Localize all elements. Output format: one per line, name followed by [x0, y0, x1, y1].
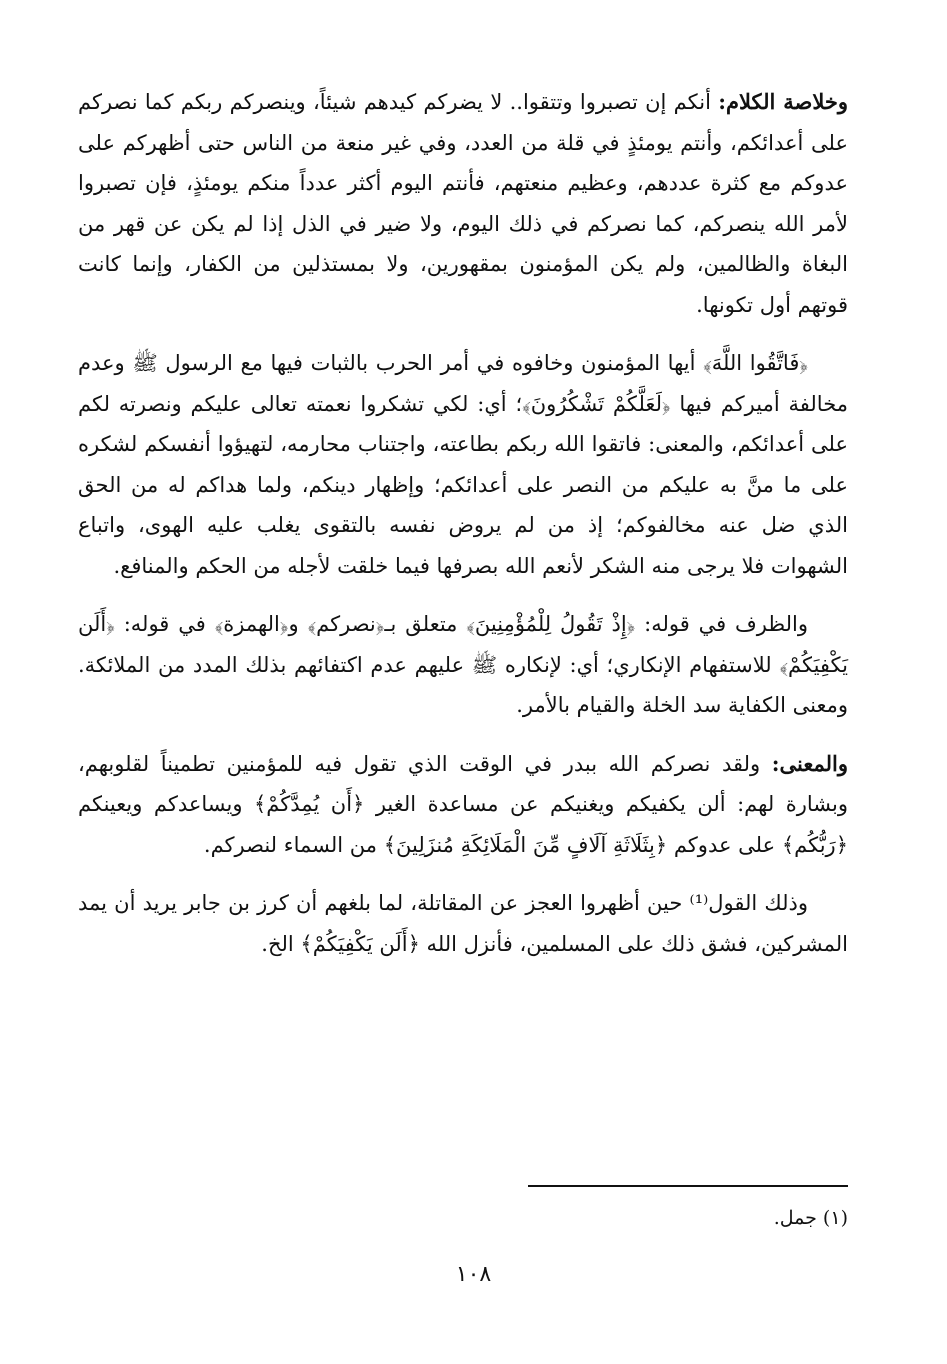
paragraph-adverb — [78, 604, 848, 726]
footnote: (١) جمل. — [773, 1207, 848, 1229]
paragraph-summary — [78, 82, 848, 325]
paragraph-lead-meaning: والمعنى: — [771, 750, 848, 776]
paragraph-meaning — [78, 744, 848, 866]
paragraph-text-meaning: ولقد نصركم الله ببدر في الوقت الذي تقول فيه للمؤمنين تطميناً لقلوبهم، وبشارة لهم: ألن يكفيكم ويغنيكم عن مساعدة الغير ﴿أَن يُمِدَّكُمْ﴾ ويساعدكم ويعينكم ﴿رَبُّكُم﴾ على عدوكم ﴿بِثَلَاثَةِ آلَافٍ مِّنَ الْمَلَائِكَةِ مُنزَلِينَ﴾ من السماء لنصركم. — [78, 751, 848, 857]
paragraph-text-summary: أنكم إن تصبروا وتتقوا.. لا يضركم كيدهم شيئاً، وينصركم ربكم كما نصركم على أعدائكم، وأنتم يومئذٍ في قلة من العدد، وفي غير منعة من الناس حتى أظهركم على عدوكم مع كثرة عددهم، وعظيم منعتهم، فأنتم اليوم أكثر عدداً منكم يومئذٍ، فإن تصبروا لأمر الله ينصركم، كما نصركم في ذلك اليوم، ولا ضير في الذل إذا لم يكن عن قهر من البغاة والظالمين، ولم يكن المؤمنون بمقهورين، ولا بمستذلين من الكفار، وإنما كانت قوتهم أول تكونها. — [78, 90, 848, 317]
paragraph-text-adverb: والظرف في قوله: ﴿إِذْ تَقُولُ لِلْمُؤْمِنِينَ﴾ متعلق بـ﴿نصركم﴾ و﴿الهمزة﴾ في قوله: ﴿أَلَن يَكْفِيَكُمْ﴾ للاستفهام الإنكاري؛ أي: لإنكاره ﷺ عليهم عدم اكتفائهم بذلك المدد من الملائكة. ومعنى الكفاية سد الخلة والقيام بالأمر. — [78, 612, 848, 717]
footnote-divider — [528, 1185, 848, 1187]
page-body — [78, 82, 848, 982]
paragraph-lead-summary: وخلاصة الكلام: — [718, 89, 848, 114]
paragraph-text-saying: وذلك القول⁽¹⁾ حين أظهروا العجز عن المقاتلة، لما بلغهم أن كرز بن جابر يريد أن يمد المشركين، فشق ذلك على المسلمين، فأنزل الله ﴿أَلَن يَكْفِيَكُمْ﴾ الخ. — [78, 891, 848, 956]
paragraph-saying — [78, 883, 848, 964]
page-number: ١٠٨ — [455, 1262, 492, 1287]
paragraph-fear-god — [78, 343, 848, 586]
paragraph-text-fear-god: ﴿فَاتَّقُوا اللَّهَ﴾ أيها المؤمنون وخافوه في أمر الحرب بالثبات فيها مع الرسول ﷺ وعدم مخالفة أميركم فيها ﴿لَعَلَّكُمْ تَشْكُرُونَ﴾؛ أي: لكي تشكروا نعمته تعالى عليكم ونصرته لكم على أعدائكم، والمعنى: فاتقوا الله ربكم بطاعته، واجتناب محارمه، لتهيؤوا أنفسكم لشكره على ما منَّ به عليكم من النصر على أعدائكم؛ وإظهار دينكم، ولما هداكم له من الحق الذي ضل عنه مخالفوكم؛ إذ من لم يروض نفسه بالتقوى يغلب عليه الهوى، واتباع الشهوات فلا يرجى منه الشكر لأنعم الله بصرفها فيما خلقت لأجله من الحكم والمنافع. — [78, 351, 848, 578]
